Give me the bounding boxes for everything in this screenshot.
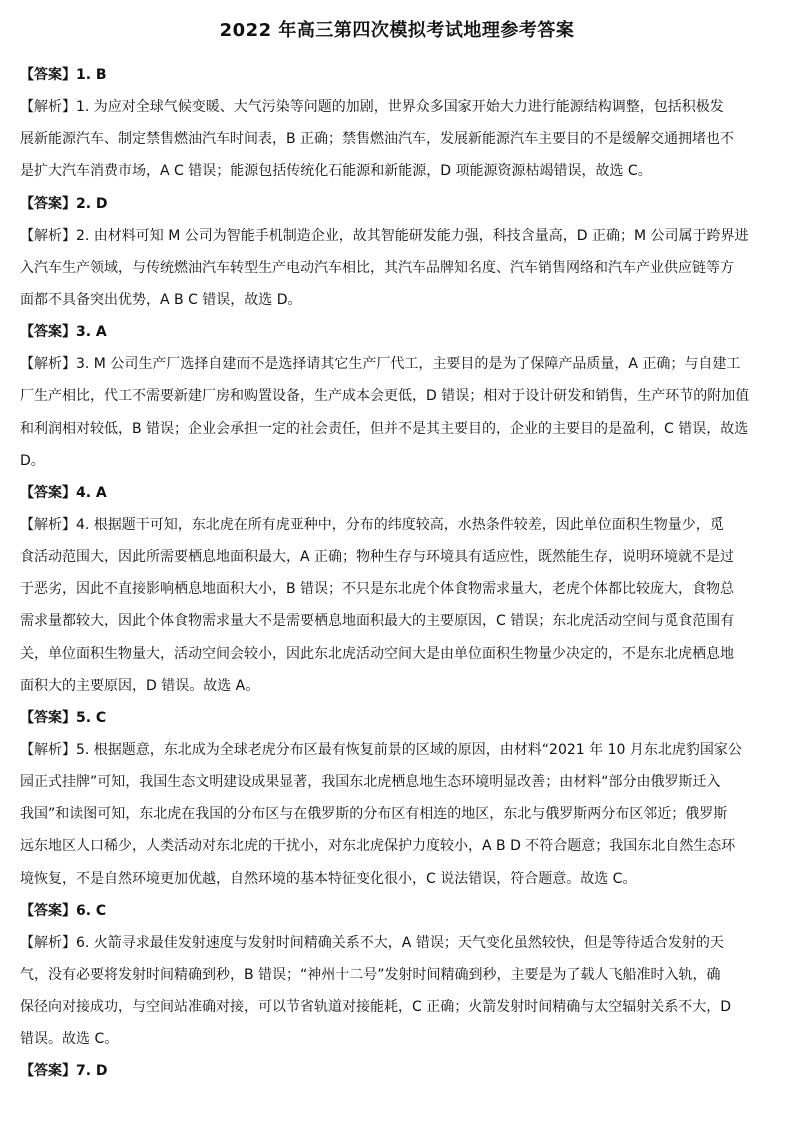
explanation-line: 境恢复，不是自然环境更加优越，自然环境的基本特征变化很小，C 说法错误，符合题意。故选 C。 xyxy=(20,870,637,887)
page-title: 2022 年高三第四次模拟考试地理参考答案 xyxy=(219,20,575,41)
explanation-line: 关，单位面积生物量大，活动空间会较小，因此东北虎活动空间大是由单位面积生物量少决定的，不是东北虎栖息地 xyxy=(20,645,734,662)
answer-line-5: 【答案】5. C xyxy=(20,709,107,726)
answer-line-6: 【答案】6. C xyxy=(20,902,107,919)
answer-line-7: 【答案】7. D xyxy=(20,1063,108,1080)
answer-line-2: 【答案】2. D xyxy=(20,195,108,212)
explanation-line: 是扩大汽车消费市场，A C 错误；能源包括传统化石能源和新能源，D 项能源资源枯竭错误，故选 C。 xyxy=(20,163,652,180)
explanation-line: 厂生产相比，代工不需要新建厂房和购置设备，生产成本会更低，D 错误；相对于设计研发和销售，生产环节的附加值 xyxy=(20,388,750,405)
answer-content xyxy=(20,62,774,1091)
explanation-line: 园正式挂牌”可知，我国生态文明建设成果显著，我国东北虎栖息地生态环境明显改善；由材料“部分由俄罗斯迁入 xyxy=(20,774,721,791)
explanation-line: 错误。故选 C。 xyxy=(20,1031,119,1048)
answer-line-3: 【答案】3. A xyxy=(20,324,107,341)
explanation-line: 远东地区人口稀少，人类活动对东北虎的干扰小，对东北虎保护力度较小，A B D 不符合题意；我国东北自然生态环 xyxy=(20,838,736,855)
explanation-line: D。 xyxy=(20,452,45,469)
explanation-line: 面都不具备突出优势，A B C 错误，故选 D。 xyxy=(20,291,302,308)
explanation-line: 我国”和读图可知，东北虎在我国的分布区与在俄罗斯的分布区有相连的地区，东北与俄罗斯两分布区邻近；俄罗斯 xyxy=(20,806,728,823)
explanation-line: 入汽车生产领域，与传统燃油汽车转型生产电动汽车相比，其汽车品牌知名度、汽车销售网络和汽车产业供应链等方 xyxy=(20,259,734,276)
explanation-line: 面积大的主要原因，D 错误。故选 A。 xyxy=(20,677,260,694)
explanation-line: 和利润相对较低，B 错误；企业会承担一定的社会责任，但并不是其主要目的，企业的主要目的是盈利，C 错误，故选 xyxy=(20,420,749,437)
explanation-line: 于恶劣，因此不直接影响栖息地面积大小，B 错误；不只是东北虎个体食物需求量大，老虎个体都比较庞大，食物总 xyxy=(20,581,735,598)
explanation-line: 气，没有必要将发射时间精确到秒，B 错误；“神州十二号”发射时间精确到秒，主要是为了载人飞船准时入轨，确 xyxy=(20,966,721,983)
explanation-line: 【解析】4. 根据题干可知，东北虎在所有虎亚种中，分布的纬度较高，水热条件较差，因此单位面积生物量少，觅 xyxy=(20,516,724,533)
explanation-line: 【解析】5. 根据题意，东北成为全球老虎分布区最有恢复前景的区域的原因，由材料“2021 年 10 月东北虎豹国家公 xyxy=(20,741,742,758)
answer-line-1: 【答案】1. B xyxy=(20,67,107,83)
explanation-line: 展新能源汽车、制定禁售燃油汽车时间表，B 正确；禁售燃油汽车，发展新能源汽车主要目的不是缓解交通拥堵也不 xyxy=(20,131,735,148)
explanation-line: 【解析】1. 为应对全球气候变暖、大气污染等问题的加剧，世界众多国家开始大力进行能源结构调整，包括积极发 xyxy=(20,99,724,116)
answer-line-4: 【答案】4. A xyxy=(20,484,107,501)
explanation-line: 【解析】2. 由材料可知 M 公司为智能手机制造企业，故其智能研发能力强，科技含量高，D 正确；M 公司属于跨界进 xyxy=(20,227,749,244)
explanation-line: 需求量都较大，因此个体食物需求量大不是需要栖息地面积最大的主要原因，C 错误；东北虎活动空间与觅食范围有 xyxy=(20,613,735,630)
explanation-line: 【解析】3. M 公司生产厂选择自建而不是选择请其它生产厂代工，主要目的是为了保障产品质量，A 正确；与自建工 xyxy=(20,356,741,373)
explanation-line: 保径向对接成功，与空间站准确对接，可以节省轨道对接能耗，C 正确；火箭发射时间精确与太空辐射关系不大，D xyxy=(20,999,732,1016)
explanation-line: 【解析】6. 火箭寻求最佳发射速度与发射时间精确关系不大，A 错误；天气变化虽然较快，但是等待适合发射的天 xyxy=(20,934,724,951)
explanation-line: 食活动范围大，因此所需要栖息地面积最大，A 正确；物种生存与环境具有适应性，既然能生存，说明环境就不是过 xyxy=(20,549,735,566)
